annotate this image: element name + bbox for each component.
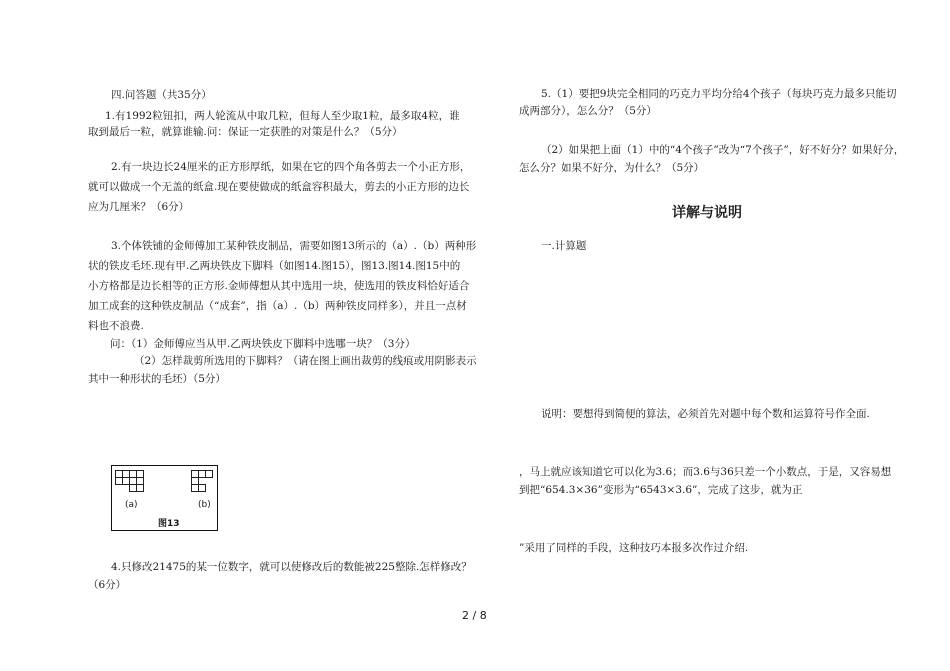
q3-line3: 小方格都是边长相等的正方形.金师傅想从其中选用一块，使选用的铁皮料恰好适合 xyxy=(88,280,470,292)
figure-label-a: (a) xyxy=(125,500,138,510)
q5-line1: 5.（1）要把9块完全相同的巧克力平均分给4个孩子（每块巧克力最多只能切 xyxy=(541,88,897,100)
para1-line1: ，马上就应该知道它可以化为3.6；而3.6与36只差一个小数点，于是，又容易想 xyxy=(519,466,892,478)
q2-line3: 应为几厘米？（6分） xyxy=(88,201,190,213)
q5b-line1: （2）如果把上面（1）中的“4个孩子”改为“7个孩子”，好不好分？如果好分， xyxy=(541,144,905,156)
figure-13 xyxy=(111,465,218,531)
q3-ask3: 其中一种形状的毛坯）（5分） xyxy=(88,373,226,385)
q2-line2: 就可以做成一个无盖的纸盒.现在要使做成的纸盒容积最大，剪去的小正方形的边长 xyxy=(88,181,470,193)
q2-line1: 2.有一块边长24厘米的正方形厚纸，如果在它的四个角各剪去一个小正方形， xyxy=(111,161,471,173)
calc-subheading: 一.计算题 xyxy=(541,240,587,252)
figure-label-b: (b) xyxy=(198,500,211,510)
figure-a-cell xyxy=(136,484,144,492)
figure-b-cell xyxy=(198,484,206,492)
q3-ask2: （2）怎样裁剪所选用的下脚料？（请在图上画出裁剪的线痕或用阴影表示 xyxy=(134,355,477,367)
q5-line2: 成两部分），怎么分？（5分） xyxy=(519,105,657,117)
q3-line5: 料也不浪费. xyxy=(88,320,144,332)
q4-line2: （6分） xyxy=(88,579,127,591)
q5b-line2: 怎么分？如果不好分，为什么？（5分） xyxy=(519,162,705,174)
explanation-note: 说明：要想得到简便的算法，必须首先对题中每个数和运算符号作全面. xyxy=(541,408,870,420)
q3-line1: 3.个体铁铺的金师傅加工某种铁皮制品，需要如图13所示的（a）.（b）两种形 xyxy=(111,240,477,252)
q3-line2: 状的铁皮毛坯.现有甲.乙两块铁皮下脚料（如图14.图15），图13.图14.图15中的 xyxy=(88,260,461,272)
para1-line2: 到把“654.3×36”变形为“6543×3.6”，完成了这步，就为正 xyxy=(519,484,803,496)
q4-line1: 4.只修改21475的某一位数字，就可以使修改后的数能被225整除.怎样修改？ xyxy=(111,561,472,573)
page-number: 2 / 8 xyxy=(462,609,487,622)
figure-caption: 图13 xyxy=(158,519,180,529)
q3-line4: 加工成套的这种铁皮制品（“成套”，指（a）.（b）两种铁皮同样多），并且一点材 xyxy=(88,300,467,312)
section-title: 四.问答题（共35分） xyxy=(111,89,212,101)
q1-line1: 1.有1992粒钮扣，两人轮流从中取几粒，但每人至少取1粒，最多取4粒，谁 xyxy=(105,110,460,122)
para2: ”采用了同样的手段，这种技巧本报多次作过介绍. xyxy=(519,542,749,554)
q1-line2: 取到最后一粒，就算谁输.问：保证一定获胜的对策是什么？（5分） xyxy=(88,126,403,138)
answers-heading: 详解与说明 xyxy=(672,205,742,221)
q3-ask1: 问：（1）金师傅应当从甲.乙两块铁皮下脚料中选哪一块？（3分） xyxy=(110,338,416,350)
figure-b-cell xyxy=(205,470,213,478)
